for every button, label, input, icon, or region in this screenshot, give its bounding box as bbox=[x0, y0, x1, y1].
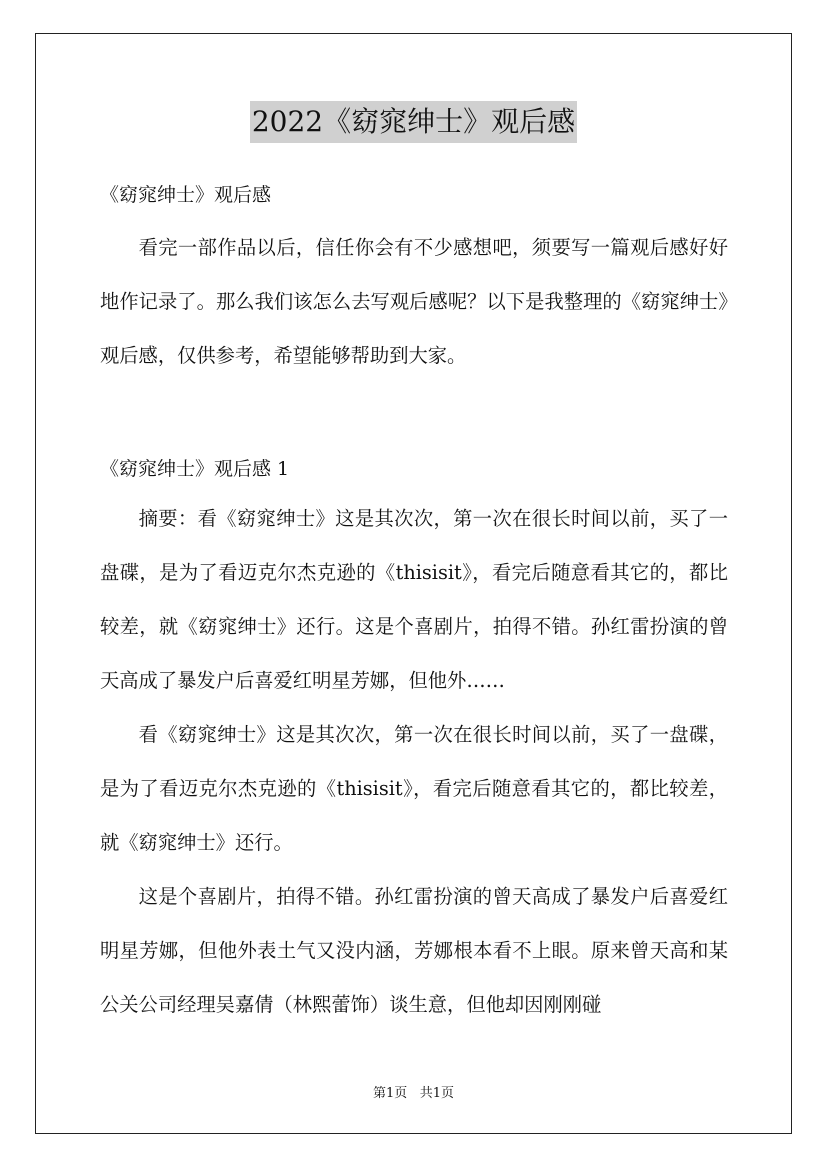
document-title-wrap bbox=[0, 101, 827, 143]
page-total: 共1页 bbox=[419, 1086, 454, 1101]
body-paragraph-3: 这是个喜剧片，拍得不错。孙红雷扮演的曾天高成了暴发户后喜爱红明星芳娜，但他外表土气又没内涵，芳娜根本看不上眼。原来曾天高和某公关公司经理吴嘉倩（林熙蕾饰）谈生意，但他却因刚刚碰 bbox=[100, 885, 728, 1016]
page-number: 第1页 bbox=[373, 1086, 408, 1101]
page-footer bbox=[0, 1082, 827, 1101]
document-title: 2022《窈窕绅士》观后感 bbox=[250, 101, 577, 143]
intro-paragraph: 看完一部作品以后，信任你会有不少感想吧，须要写一篇观后感好好地作记录了。那么我们该怎么去写观后感呢？以下是我整理的《窈窕绅士》观后感，仅供参考，希望能够帮助到大家。 bbox=[100, 236, 728, 367]
body-paragraph-1: 摘要：看《窈窕绅士》这是其次次，第一次在很长时间以前，买了一盘碟，是为了看迈克尔杰克逊的《thisisit》，看完后随意看其它的，都比较差，就《窈窕绅士》还行。这是个喜剧片，拍得不错。孙红雷扮演的曾天高成了暴发户后喜爱红明星芳娜，但他外…… bbox=[100, 507, 728, 692]
body-paragraph-2: 看《窈窕绅士》这是其次次，第一次在很长时间以前，买了一盘碟，是为了看迈克尔杰克逊的《thisisit》，看完后随意看其它的，都比较差，就《窈窕绅士》还行。 bbox=[100, 723, 728, 854]
section-heading: 《窈窕绅士》观后感 1 bbox=[100, 458, 290, 480]
document-subtitle: 《窈窕绅士》观后感 bbox=[100, 184, 272, 206]
